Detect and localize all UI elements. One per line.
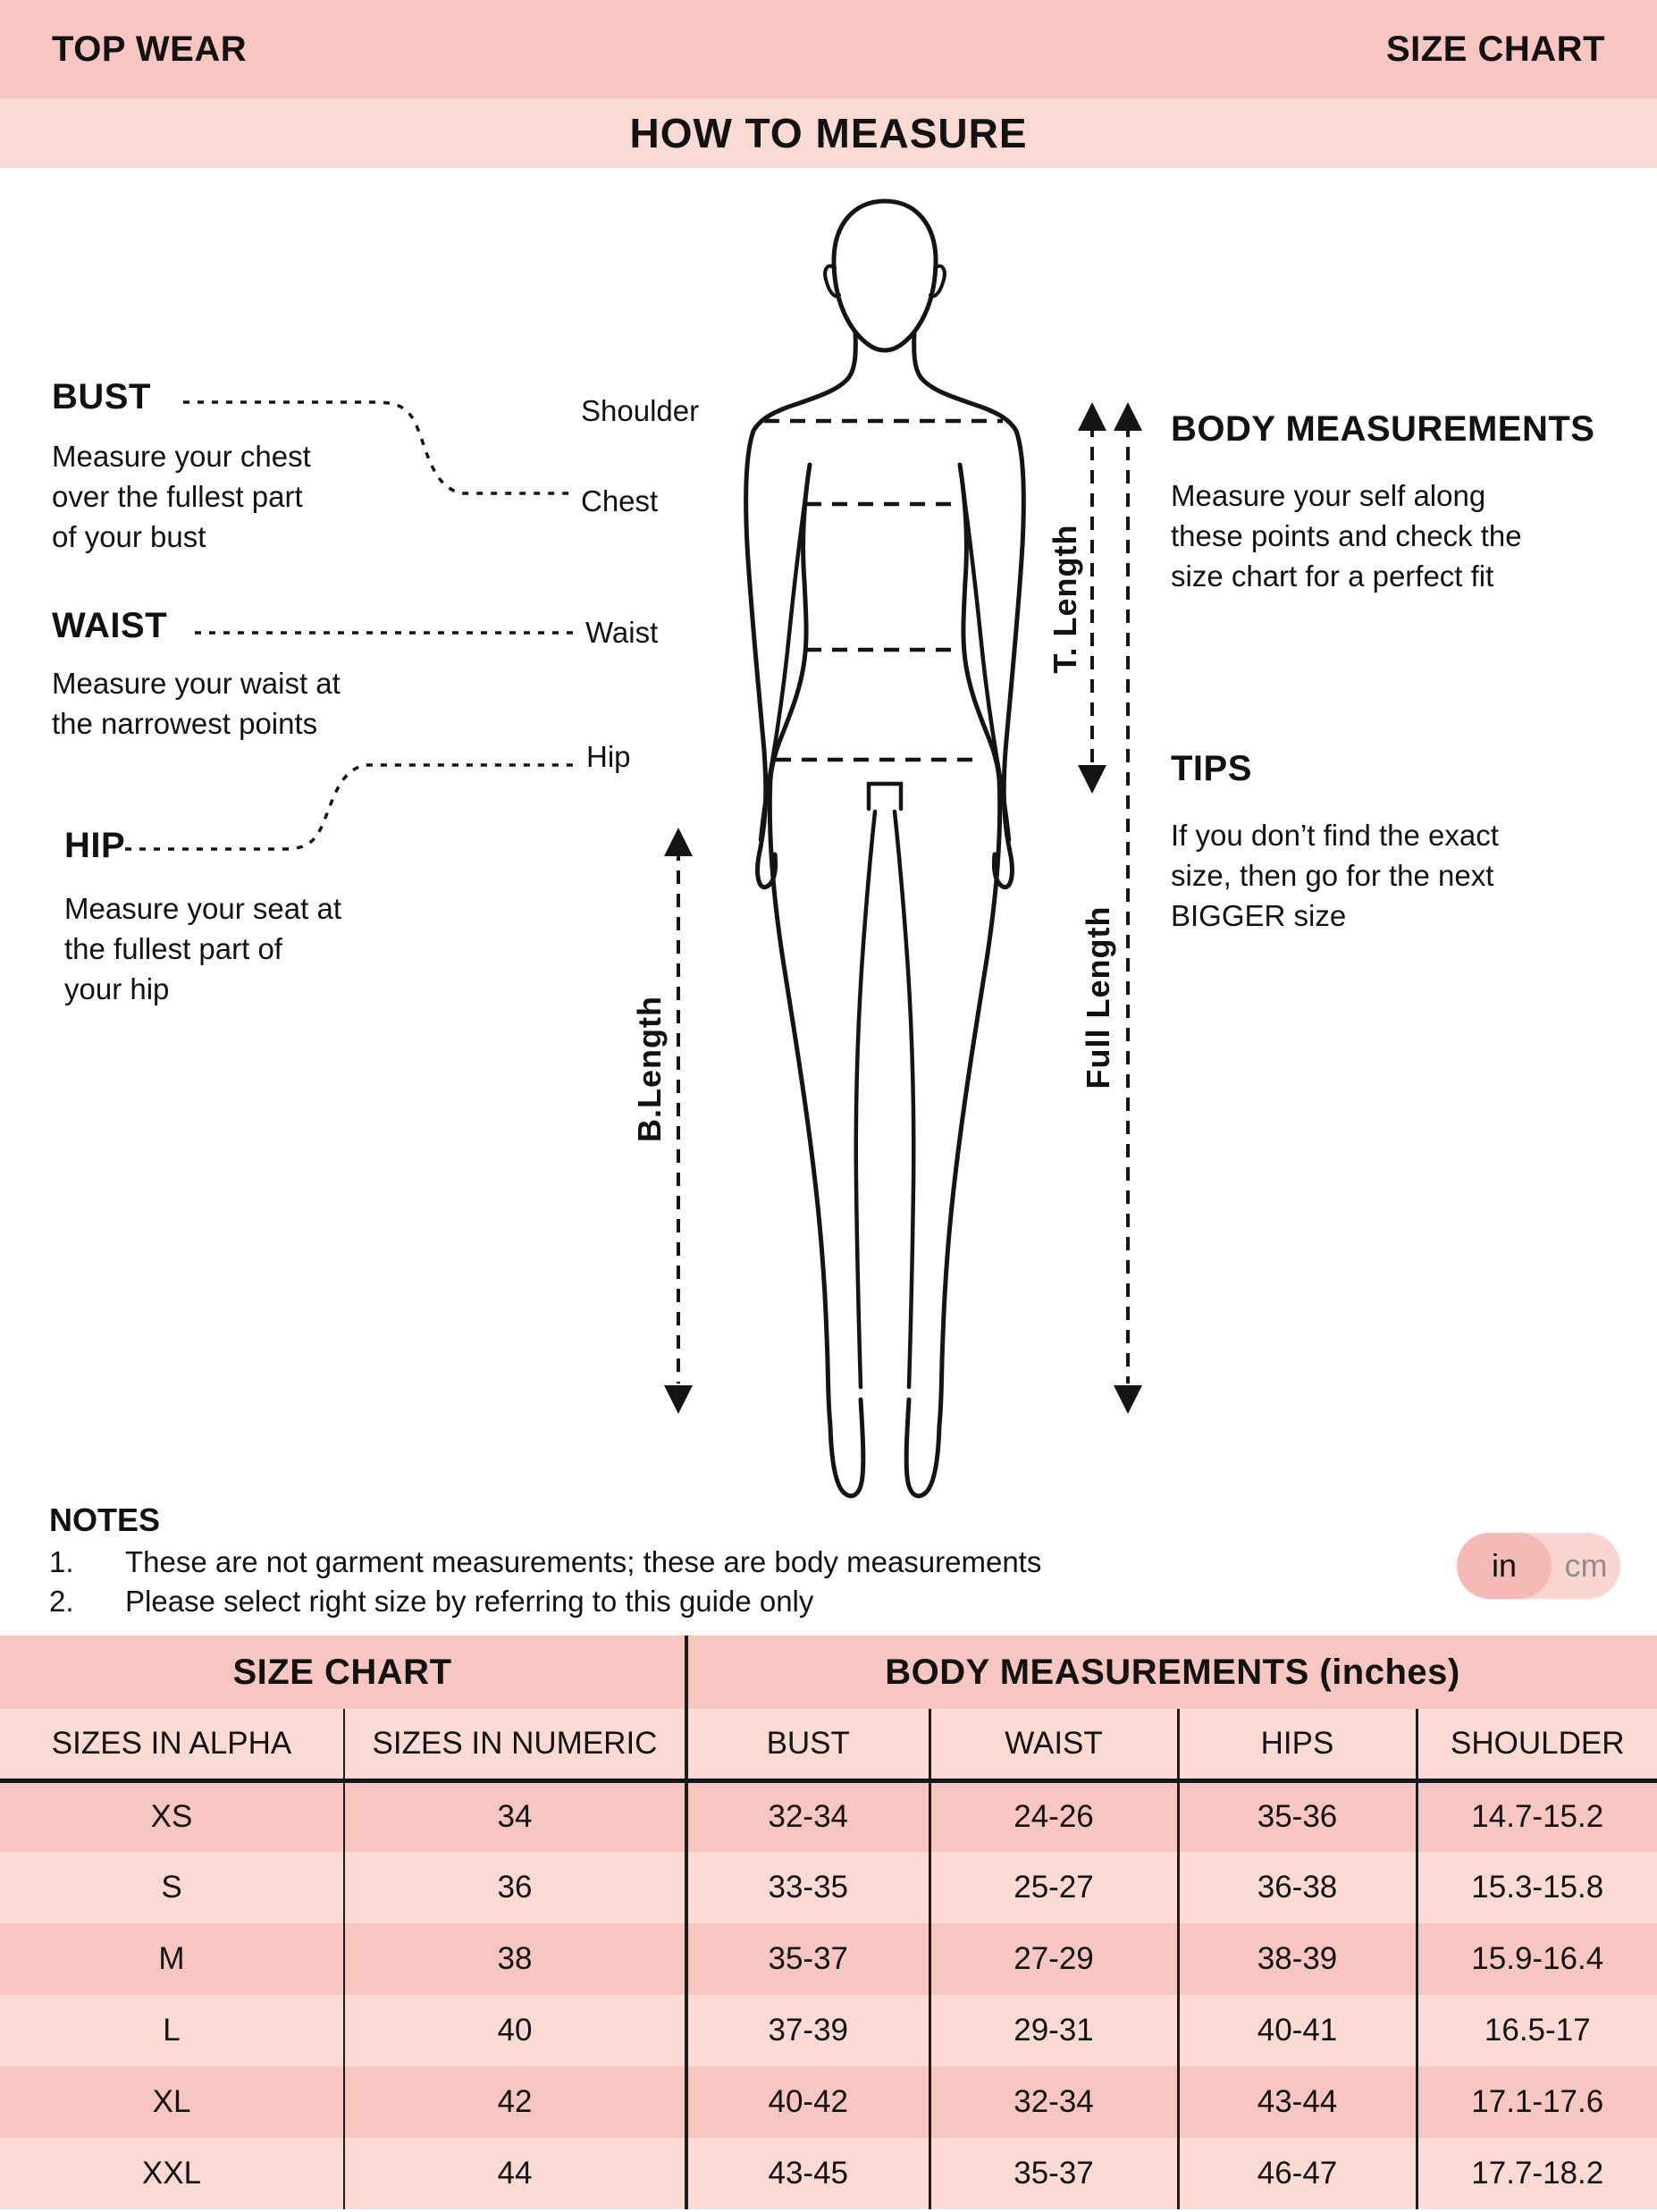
cell-bust: 40-42 — [686, 2066, 929, 2138]
bust-heading: BUST — [52, 377, 151, 416]
cell-size-numeric: 44 — [344, 2138, 686, 2209]
table-row — [0, 1852, 1657, 1923]
cell-bust: 37-39 — [686, 1995, 929, 2066]
table-group-header-row — [0, 1636, 1657, 1709]
cell-size-alpha: M — [0, 1923, 344, 1995]
body-measurements-description: Measure your self along these points and check the size chart for a perfect fit — [1171, 479, 1522, 593]
column-header-bust: BUST — [686, 1709, 929, 1780]
column-header-hips: HIPS — [1178, 1709, 1417, 1780]
unit-toggle[interactable] — [1457, 1533, 1620, 1599]
notes-list — [49, 1543, 1041, 1621]
cell-waist: 35-37 — [929, 2138, 1178, 2209]
cell-hips: 35-36 — [1178, 1780, 1417, 1852]
column-header-shoulder: SHOULDER — [1417, 1709, 1657, 1780]
cell-size-numeric: 38 — [344, 1923, 686, 1995]
table-row — [0, 2066, 1657, 2138]
cell-size-alpha: XS — [0, 1780, 344, 1852]
table-row — [0, 2138, 1657, 2209]
cell-waist: 29-31 — [929, 1995, 1178, 2066]
hip-heading: HIP — [64, 826, 126, 865]
category-title: TOP WEAR — [52, 29, 248, 69]
cell-size-numeric: 34 — [344, 1780, 686, 1852]
cell-hips: 38-39 — [1178, 1923, 1417, 1995]
hip-label: Hip — [586, 740, 631, 773]
cell-shoulder: 17.7-18.2 — [1417, 2138, 1657, 2209]
size-chart-group-header: SIZE CHART — [0, 1636, 686, 1709]
cell-hips: 36-38 — [1178, 1852, 1417, 1923]
column-header-sizes-numeric: SIZES IN NUMERIC — [344, 1709, 686, 1780]
cell-shoulder: 14.7-15.2 — [1417, 1780, 1657, 1852]
cell-waist: 25-27 — [929, 1852, 1178, 1923]
cell-size-numeric: 36 — [344, 1852, 686, 1923]
cell-shoulder: 15.3-15.8 — [1417, 1852, 1657, 1923]
size-chart-table — [0, 1636, 1657, 2209]
waist-description: Measure your waist at the narrowest points — [52, 667, 341, 740]
cell-hips: 40-41 — [1178, 1995, 1417, 2066]
chest-label: Chest — [581, 484, 659, 517]
cell-hips: 46-47 — [1178, 2138, 1417, 2209]
hip-description: Measure your seat at the fullest part of your hip — [64, 892, 341, 1005]
cell-size-alpha: XXL — [0, 2138, 344, 2209]
tips-heading: TIPS — [1171, 749, 1252, 788]
tips-description: If you don’t find the exact size, then go for the next BIGGER size — [1171, 819, 1499, 932]
how-to-measure-title: HOW TO MEASURE — [629, 110, 1028, 156]
note-text: Please select right size by referring to this guide only — [125, 1585, 814, 1618]
cell-bust: 33-35 — [686, 1852, 929, 1923]
cell-shoulder: 15.9-16.4 — [1417, 1923, 1657, 1995]
cell-bust: 35-37 — [686, 1923, 929, 1995]
waist-label: Waist — [585, 616, 659, 649]
body-measurements-heading: BODY MEASUREMENTS — [1171, 409, 1595, 449]
cell-size-numeric: 42 — [344, 2066, 686, 2138]
cell-size-alpha: L — [0, 1995, 344, 2066]
note-number: 1. — [49, 1545, 74, 1578]
note-item — [49, 1543, 1041, 1582]
cell-waist: 27-29 — [929, 1923, 1178, 1995]
note-text: These are not garment measurements; these are body measurements — [125, 1545, 1042, 1578]
table-column-header-row — [0, 1709, 1657, 1780]
cell-size-alpha: XL — [0, 2066, 344, 2138]
column-header-waist: WAIST — [929, 1709, 1178, 1780]
unit-toggle-in[interactable]: in — [1457, 1533, 1552, 1599]
notes-heading: NOTES — [49, 1501, 161, 1538]
page-title: SIZE CHART — [1386, 29, 1605, 69]
cell-shoulder: 16.5-17 — [1417, 1995, 1657, 2066]
shoulder-label: Shoulder — [581, 394, 700, 427]
measurement-diagram — [0, 168, 1657, 1636]
cell-bust: 43-45 — [686, 2138, 929, 2209]
waist-heading: WAIST — [52, 606, 168, 645]
note-item — [49, 1582, 1041, 1621]
how-to-measure-bar — [0, 98, 1657, 168]
cell-hips: 43-44 — [1178, 2066, 1417, 2138]
cell-bust: 32-34 — [686, 1780, 929, 1852]
body-measurements-group-header: BODY MEASUREMENTS (inches) — [686, 1636, 1657, 1709]
table-row — [0, 1923, 1657, 1995]
b-length-label: B.Length — [631, 996, 668, 1142]
t-length-label: T. Length — [1047, 524, 1083, 674]
full-length-label: Full Length — [1080, 905, 1116, 1089]
table-row — [0, 1780, 1657, 1852]
unit-toggle-cm[interactable]: cm — [1564, 1547, 1608, 1584]
cell-size-numeric: 40 — [344, 1995, 686, 2066]
cell-shoulder: 17.1-17.6 — [1417, 2066, 1657, 2138]
column-header-sizes-alpha: SIZES IN ALPHA — [0, 1709, 344, 1780]
note-number: 2. — [49, 1585, 74, 1618]
cell-size-alpha: S — [0, 1852, 344, 1923]
cell-waist: 24-26 — [929, 1780, 1178, 1852]
cell-waist: 32-34 — [929, 2066, 1178, 2138]
top-bar — [0, 0, 1657, 98]
bust-description: Measure your chest over the fullest part of your bust — [52, 440, 311, 553]
table-row — [0, 1995, 1657, 2066]
